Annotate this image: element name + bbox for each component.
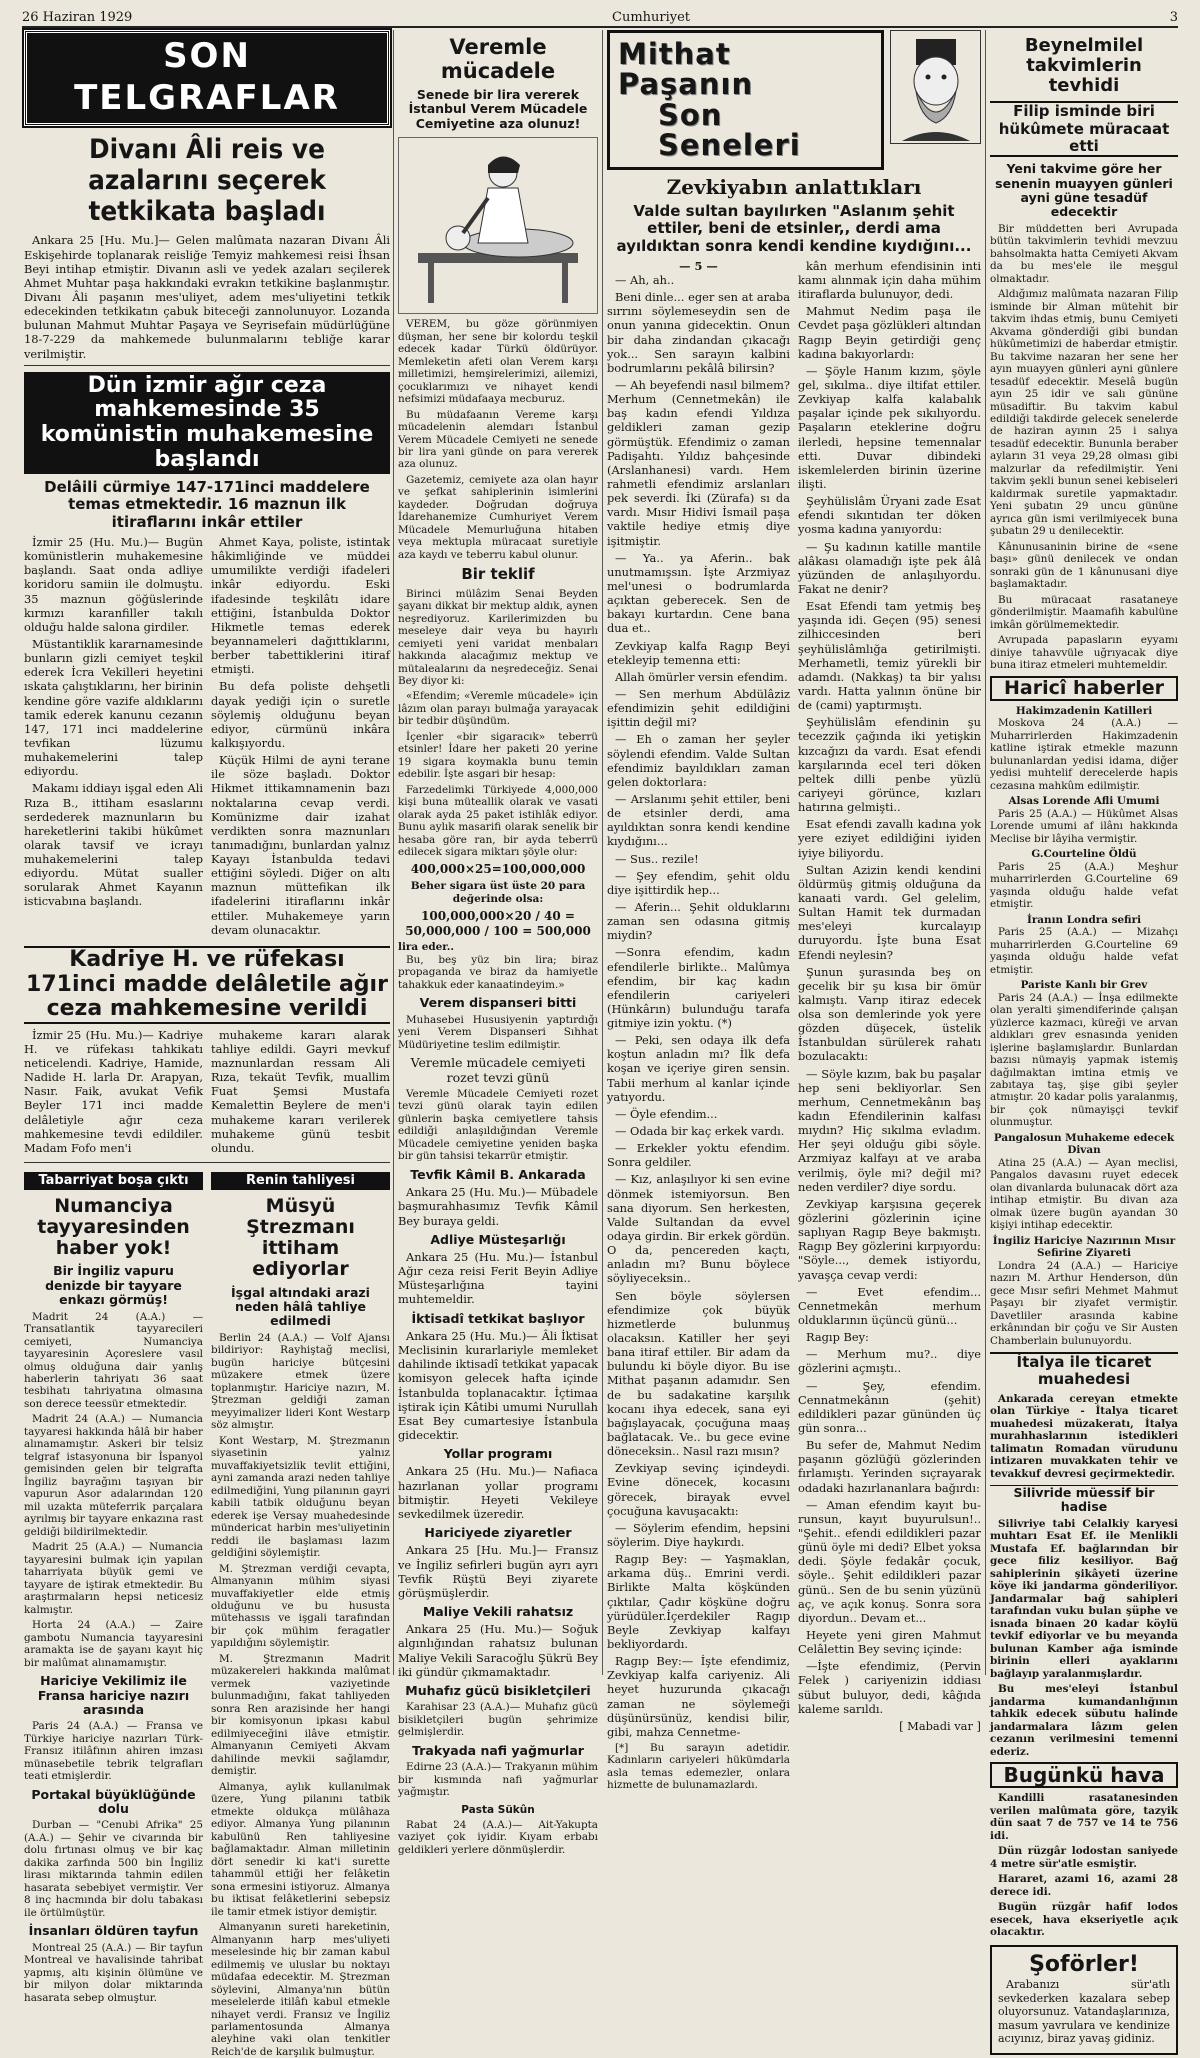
- headline-harici-haberler: Haricî haberler: [990, 676, 1178, 701]
- kicker-renin-tahliyesi: Renin tahliyesi: [211, 1172, 390, 1190]
- news-heading: Alsas Lorende Afli Umumi: [1008, 795, 1160, 808]
- news-heading: İranın Londra sefiri: [1026, 913, 1142, 926]
- serial-paragraph: — Evet efendim... Cennetmekân merhum olduklarının üçüncü günü...: [798, 1284, 981, 1328]
- news-heading: Hakimzadenin Katilleri: [1015, 704, 1153, 717]
- serial-paragraph: Ragıp Bey:: [806, 1330, 869, 1345]
- article-text: Kont Westarp, M. Ştrezmanın siyasetinin yalnız muvaffakiyetsizlik tevlit ettiğini, ayni zamanda arazi neden tahliye edilmediğini, Yung pilanının gayri kabili tatbik olduğunu beyan ederek işe Versay muahedesinde mündericat harbin mes'uliyetinin reddi ile başlaması lazım geldiğini söylemiştir.: [211, 1434, 390, 1560]
- headline-numanciya: Numanciya tayyaresinden haber yok!: [37, 1194, 190, 1260]
- serial-paragraph: — Odada bir kaç erkek vardı.: [615, 1124, 785, 1139]
- masthead-date: 26 Haziran 1929: [22, 9, 133, 25]
- article-text: Avrupada papasların eyyamı diniye tahavvüle uğrıyacak diye buna itiraz etmeleri muhtemeldir.: [990, 634, 1178, 672]
- article-text: Kânunusaninin birine de «sene başı» günü denilecek ve ondan sonraki gün de 1 kânunusani diye başlamaktadır.: [990, 540, 1178, 591]
- serial-paragraph: Heyete yeni giren Mahmut Celâlettin Bey sevinç içinde:: [798, 1627, 981, 1657]
- article-text: İçenler «bir sigaracık» teberrü etsinler! İdare her paketi 20 yerine 19 sigara koymakla bunu temin edebilir. İşte asgari bir hesap:: [398, 730, 598, 781]
- serial-paragraph: — Şey, efendim. Cennatmekânın (şehit) edildikleri pazar gününden üç gün sonra...: [798, 1378, 981, 1435]
- article-text: muhakeme kararı alarak tahliye edildi. Gayri mevkuf maznunlardan ressam Ali Rıza, tekaüt Tevfik, muallim Fuat Şemsi Mustafa Kemalettin Beylere de men'i muhakeme kararı verilerek muhakeme günü tesbit olundu.: [211, 1027, 390, 1155]
- soforler-box: [990, 1945, 1178, 2055]
- formula: 100,000,000×20 / 40 = 50,000,000 / 100 = 500,000: [405, 908, 591, 938]
- column-mithat-pasa: [607, 30, 981, 1792]
- article-text: Makamı iddiayı işgal eden Ali Rıza B., ittiham esaslarını serdederek maznunların bu hareketlerini takibi hükûmet olarak tavsif ve icrayı muhakemelerini talep ediyordu. Mütat sualler sorularak Ahmet Kayanın isticvabına başlandı.: [24, 781, 203, 909]
- two-column-block: [24, 1028, 390, 1158]
- article-text: Müstantiklik kararnamesinde bunların gizli cemiyet teşkil ederek İcra Vekilleri heyetini ıskata çalıştıklarını, her birinin kendine göre vazife aldıklarını tamik ederek kanunu cezanın 147, 171 inci maddelerine tevfikan lüzumu muhakemelerini talep ediyordu.: [24, 636, 203, 779]
- serial-paragraph: — Şu kadının katille mantile alâkası olamadığı işte pek âlâ yüzünden de anlaşılıyordu. Fakat ne denir?: [798, 539, 981, 596]
- feature-title: [607, 30, 884, 170]
- serial-text-columns: [607, 259, 981, 1795]
- weather-text: Hararet, azami 16, azami 28 derece idi.: [990, 1873, 1178, 1898]
- news-heading: Pangalosun Muhakeme edecek Divan: [993, 1131, 1175, 1157]
- column-takvim: [990, 30, 1178, 2046]
- article-text: Almanya, aylık kullanılmak üzere, Yung pilanını tatbik etmekte oldukça mülâhaza ediyor. Almanya Yung pilanının kabulünü Ren tahliyesine bağlamaktadır. Alman milletinin dört senedir ki kat'i surette tahammül ettiği her felâketin sona ermesini istiyoruz. Almanya bu iktisat felâketlerini sebepsiz ile tamir etmek istiyor demiştir.: [211, 1780, 390, 1918]
- formula-note: Beher sigara üst üste 20 para değerinde olsa:: [410, 879, 586, 905]
- news-text: Londra 24 (A.A.) — Hariciye nazırı M. Arthur Henderson, dün gece Mısır sefiri Mehmet Mahmut Paşayı bir ziyafet vermiştir. Davetliler arasında kabine erkânından bir çoğu ve Sir Austen Chamberlain bulunuyordu.: [990, 1259, 1178, 1347]
- news-heading: İngiliz Hariciye Nazırının Mısır Sefirine Ziyareti: [992, 1234, 1176, 1260]
- article-text: VEREM, bu göze görünmiyen düşman, her sene bir kolordu teşkil edecek kadar Türkü öldürüyor. Memleketin afeti olan Verem karşı milletimizi, hemşirelerimizi, ailemizi, çocuklarımızı ve nihayet kendi nefsimizi müdafaaya mecburuz.: [398, 318, 598, 406]
- serial-paragraph: — Ah beyefendi nasıl bilmem? Merhum (Cennetmekân) ile baş kadın efendi Yıldıza geldikleri zaman gezip görmüştük. Efendimiz o zaman Padişahtı. Yıldız bahçesinde (Arslanhanesi) vardı. Hem rahmetli efendimiz arslanları pek severdi. İki (Zürafa) sı da vardı. Mısır Hidivi İsmail paşa vaktile hediye etmiş diye işitmiştir.: [607, 378, 790, 548]
- news-text: Paris 25 (A.A.) Meşhur muharrirlerden G.Courteline 69 yaşında olduğu halde vefat etmiştir.: [990, 860, 1178, 911]
- feature-header: [607, 30, 981, 170]
- kicker-tabarriyat: Tabarriyat boşa çıktı: [24, 1172, 203, 1190]
- headline-maliye: Maliye Vekili rahatsız: [422, 1603, 574, 1619]
- divider: [24, 365, 390, 366]
- article-text: Küçük Hilmi de ayni terane ile söze başladı. Doktor Hikmet ittikamnamenin bazı noktalarına cevap verdi. Komünizme dair izahat verdikten sonra maznunları tanımadığını, bunlardan yalnız Kayayı İstanbulda tedavi ettiğini söyledi. Diğer on altı maznun müttefikan ilk ifadelerini itiraflarını inkâr ettiler. Muhakemeye yarın devam olunacaktır.: [211, 753, 390, 937]
- article-text: Ankara 25 (Hu. Mu.)— Mübadele başmurahhasımız Tevfik Kâmil Bey buraya geldi.: [398, 1185, 598, 1228]
- headline-bugunku-hava: Bugünkü hava: [990, 1762, 1178, 1788]
- weather-text: Dün rüzgâr lodostan saniyede 4 metre sür'atle esmiştir.: [990, 1845, 1178, 1870]
- serial-paragraph: Bu sefer de, Mahmut Nedim paşanın gözlüğü gözlerinden fırlamıştı. Yerinden sıçrayarak odadaki hazırlananlara bağırdı:: [798, 1438, 981, 1495]
- serial-paragraph: Allah ömürler versin efendim.: [615, 669, 788, 684]
- feature-title-line: Mithat Paşanın: [618, 37, 754, 102]
- serial-paragraph: Şeyhülislâm Üryani zade Esat efendi sıkıntıdan ter döken yosma kadına yanıyordu:: [798, 494, 981, 537]
- serial-paragraph: Sen böyle söylersen efendimize çok büyük hizmetlerde bulunmuş olacaksın. Katiller her şeyi bana itiraf ettiler. Bir adam da bulundu ki böyle diyor. Bu ise Mithat paşanın adamıdır. Sen de bu sadakatine karşılık kocanı ihya edecek, sana eyi bağışlayacak, çocuğuna maaş bağlatacak. Ve.. bu gece evine döneceksin.. Nasıl razı mısın?: [607, 1288, 790, 1459]
- serial-paragraph: Zevkiyap sevinç içindeydi. Evine dönecek, kocasını görecek, birayak evvel çocuğuna kavuşacaktı:: [607, 1461, 790, 1518]
- article-text: Birinci mülâzim Senai Beyden şayanı dikkat bir mektup aldık, aynen neşrediyoruz. Karilerimizden bu meseleye dair veya bu hayırlı cemiyeti yeni varidat menbaları hakkında alacağımız mektup ve mütalealarını da neşredeceğiz. Senai Bey diyor ki:: [398, 587, 598, 687]
- serial-paragraph: Mahmut Nedim paşa ile Cevdet paşa gözlükleri altından Ragıp Beyin getirdiği genç kadına bakıyorlardı:: [798, 304, 981, 361]
- headline-divani-ali: Divanı Âli reis ve azalarını seçerek tetkikata başladı: [88, 134, 326, 228]
- article-text: Bu müdafaanın Vereme karşı mücadelenin alemdarı İstanbul Verem Mücadele Cemiyeti ne senede bir lira yani günde on para vererek aza olunuz.: [398, 408, 598, 471]
- nurse-patient-icon: [408, 143, 588, 308]
- article-text: Bu defa poliste dehşetli dayak yediği için o suretle söylemiş olduğunu beyan ediyor, cürmünü inkâra kalkışıyordu.: [211, 679, 390, 750]
- article-text: Bu, beş yüz bin lira; biraz propaganda ve biraz da hamiyetle tahakkuk eder kanaatindeyim.»: [398, 953, 598, 991]
- serial-paragraph: — Merhum mu?.. diye gözlerini açmıştı..: [798, 1347, 981, 1376]
- serial-paragraph: Şeyhülislâm efendinin şu tecezzik çağında iki yetişkin kızcağızı da vardı. Esat efendi karşılarında ecel teri döken peltek dilli penbe yüzlü cariyeyi görünce, kızları hatırına gelmişti..: [798, 715, 981, 815]
- two-column-block: [24, 1167, 390, 2058]
- article-text: Almanyanın sureti hareketinin, Almanyanın harp mes'uliyeti meselesinde hiç bir zaman kabul edilmemiş ve uluslar bu noktayı müdafaa edecektir. M. Ştrezman söylevini, Almanya'nın bütün meselelerde itilâfı kabul etmekle nihayet verdi. Fransız ve İngiliz parlamentosunda Almanya aleyhine vaki olan tenkitler Reich'de de karşılık bulmuştur.: [211, 1921, 390, 2058]
- formula-result: lira eder..: [398, 941, 454, 954]
- serial-number: — 5 —: [679, 258, 718, 273]
- weather-text: Bugün rüzgâr hafif lodos esecek, hava ekseriyetle açık olacaktır.: [990, 1901, 1178, 1939]
- article-text: Ankara 25 [Hu. Mu.]— Gelen malûmata nazaran Divanı Âli Eskişehirde toplanarak reisliğe Temyiz mahkemesi reisi İhsan Beyi intihap etmiştir. Divanın asli ve yedek azaları seçilerek Ahmet Muhtar paşa hakkındaki evrakın tetkikine başlanmıştır. Divanı Âli paşanın mes'uliyet, adem mes'uliyetini tetkik edecekinden tetkikatın çabuk biteceği zannolunuyor. Lozanda bulunan Mahmut Muhtar Paşaya ve Seyrisefain müdürlüğüne 18-7-229 da mahkemede bulunmalarını tebliğe karar verilmiştir.: [24, 233, 390, 361]
- masthead: [22, 8, 1178, 28]
- article-text: Bu müracaat rasataneye gönderilmiştir. Maamafih kabulüne imkân görülmemektedir.: [990, 593, 1178, 631]
- subheadline-numanciya: Bir İngiliz vapuru denizde bir tayyare enkazı görmüş!: [45, 1263, 182, 1308]
- headline-takvim: Beynelmilel takvimlerin tevhidi: [1024, 35, 1144, 97]
- article-text: Ankara 25 (Hu. Mu.)— Soğuk algınlığından rahatsız bulunan Maliye Vekili Saracoğlu Şükrü Bey iki gündür çıkmamaktadır.: [398, 1622, 598, 1679]
- article-text: «Efendim; «Veremle mücadele» için lâzım olan parayı bulmağa yarayacak bir tedbir düşündüm.: [398, 690, 598, 728]
- subheadline-valde-sultan: Valde sultan bayılırken "Aslanım şehit ettiler, beni de etsinler,, derdi ama ayıldıktan sonra kendi kendine kıydığını...: [616, 202, 972, 255]
- headline-dispanser: Verem dispanseri bitti: [419, 995, 577, 1011]
- article-text: Durban — "Cenubi Afrika" 25 (A.A.) — Şehir ve civarında bir dolu fırtınası olmuş ve bir kaç dakika zarfında 500 bin İngiliz lirası miktarında tahmin edilen hasarata sebebiyet vermiştir. Ver 8 inç hacmında bir dolu tabakası ile örtülmüştür.: [24, 1819, 203, 1919]
- headline-strezman: Müsyü Ştrezmanı ittiham ediyorlar: [246, 1194, 355, 1281]
- article-text: M. Ştrezman verdiği cevapta, Almanyanın mühim siyasi muvaffakiyetler elde etmiş olduğunu ve bu hususta mütehassıs ve işgali tarafından bir çok mühim feragatler yapıldığını söylemiştir.: [211, 1562, 390, 1650]
- headline-portakal-dolu: Portakal büyüklüğünde dolu: [31, 1786, 196, 1817]
- headline-rozet: Veremle mücadele cemiyeti rozet tevzi günü: [410, 1055, 586, 1085]
- news-heading: Pariste Kanlı bir Grev: [1020, 979, 1148, 992]
- article-text: Gazetemiz, cemiyete aza olan hayır ve şefkat sahiplerinin isimlerini kaydeder. Doğrudan doğruya İdarehanemize Cumhuriyet Verem Mücadele Memurluğuna hitaben veya mektupla müracaat suretiyle aza kaydı ve teberru kabul olunur.: [398, 473, 598, 561]
- serial-paragraph: — Söylerim efendim, hepsini söylerim. Diye haykırdı.: [607, 1520, 790, 1549]
- headline-yollar: Yollar programı: [443, 1446, 553, 1462]
- headline-hariciye-ziyaret: Hariciyede ziyaretler: [424, 1525, 572, 1541]
- column-rule: [985, 30, 986, 1675]
- article-text: Ankara 25 [Hu. Mu.]— Fransız ve İngiliz sefirleri bugün ayrı ayrı Tevfik Rüştü Beyi ziyarete görüşmüşlerdir.: [398, 1543, 598, 1600]
- column-veremle-mucadele: [398, 30, 598, 1856]
- serial-paragraph: Beni dinle... eger sen at araba sırrını söylemeseydin sen de onun yanına gidecektin. Onun bir daha zindandan çıkacağı yok... Sen sarayın kalbini bodrumlarını pekâlâ bilirsin?: [607, 290, 790, 375]
- article-text: Ankara 25 (Hu. Mu.)— Nafiaca hazırlanan yollar programı bitmiştir. Heyeti Vekileye sevkedilmek üzeredir.: [398, 1464, 598, 1521]
- serial-paragraph: Ragıp Bey:— İşte efendimiz, Zevkiyap kalfa cariyeniz. Ali heyet huzurunda çıkacağı zaman ne söylemeği düşünürsünüz, kendisi bilir, gibi, mahza Cennetme-: [607, 1654, 790, 1739]
- serial-paragraph: — Eh o zaman her şeyler söylendi efendim. Valde Sultan efendimiz bayıldıkları zaman gelen doktorlara:: [607, 732, 790, 789]
- serial-paragraph: — Şöyle Hanım kızım, şöyle gel, sıkılma.. diye iltifat ettiler. Zevkiyap kalfa kalabalık paşalar içinde pek sıkılıyordu. Paşaların eteklerine doğru ilerledi, hepsine temennalar etti. Duvar dibindeki iskemlelerden birinin üzerine ilişti.: [798, 363, 981, 491]
- two-column-block: [24, 535, 390, 940]
- headline-hariciye: Hariciye Vekilimiz ile Fransa hariciye nazırı arasında: [37, 1673, 190, 1717]
- nurse-illustration: [398, 137, 598, 314]
- article-text: Bu mes'eleyi İstanbul jandarma kumandanlığının tahkik edecek sübutu halinde jandarmalara lâzım gelen cezanın verilmesini temenni ederiz.: [990, 1683, 1178, 1758]
- headline-veremle: Veremle mücadele: [440, 35, 556, 83]
- headline-adliye: Adliye Müsteşarlığı: [430, 1231, 566, 1247]
- feature-title-line: Son Seneleri: [658, 97, 801, 163]
- article-text: Muhasebei Hususiyenin yaptırdığı yeni Verem Dispanseri Sıhhat Müdüriyetine teslim edilmiştir.: [398, 1013, 598, 1051]
- subheadline-strezman: İşgal altındaki arazi neden hâlâ tahliye edilmedi: [231, 1284, 370, 1329]
- news-text: Paris 25 (A.A.) — Hükûmet Alsas Lorende umumi af ilânı hakkında Meclise bir lâyiha vermiştir.: [990, 807, 1178, 845]
- masthead-page-number: 3: [1169, 9, 1178, 25]
- news-heading: G.Courteline Öldü: [1031, 848, 1137, 861]
- serial-paragraph: — Ah, ah..: [615, 273, 675, 288]
- serial-paragraph: Esat efendi zavallı kadına yok yere eziyet edildiğini iyiden iyiye biliyordu.: [798, 817, 981, 860]
- article-text: Madrit 24 (A.A.) — Numancia tayyaresi hakkında hâlâ bir haber alınamamıştır. Askeri bir telsiz telgraf istasyonuna bir İspanyol gemisinden gelen bir telgrafta İngiliz bayrağını taşıyan bir vapurun Asor adalarından 120 mil uzakta müteferrik parçalara ayrılmış bir tayyare enkazına rast geldiği bildirilmektedir.: [24, 1413, 203, 1538]
- headline-pasta-sukun: Pasta Sükûn: [461, 1803, 535, 1816]
- article-text: Horta 24 (A.A.) — Zaire gambotu Numancia tayyaresini aramakta ise de şayanı kayıt hiç bir malûmat alınamamıştır.: [24, 1619, 203, 1669]
- serial-paragraph: — Sus.. rezile!: [615, 851, 699, 866]
- article-text: Rabat 24 (A.A.)— Ait-Yakupta vaziyet çok iyidir. Kıyam erbabı geldikleri yerlere dönmüşlerdir.: [398, 1818, 598, 1856]
- article-text: Aldığımız malûmata nazaran Filip isminde bir Alman mütehit bir takvim ihdas etmiş, bunu Cemiyeti Akvama gönderdiği gibi bundan hükûmetimizi de haberdar etmiştir. Bu takvime nazaran her sene her ayın muayyen günleri ayni günlere tesadüf edecektir. Meselâ bugün ayın 25 idir ve salı gününe müsadiftir. Bu takvim kabul edildiği takdirde gelecek senelerde de haziran ayının 25 i salıya tesadüf edecektir. Bununla beraber ayların 31 veya 29,28 olması gibi malzurlar da refedilmiştir. Yeni takvim şekli bunun senei kebiseleri kaldırmak suretile yapmaktadır. Yeni şubatın 29 uncu gününe ayrıca gün ismi verilmiyecek buna şubatın 29 u denilecektir.: [990, 288, 1178, 538]
- news-text: Paris 24 (A.A.) — İnşa edilmekte olan yeralti şimendiferinde çalışan yüzlerce kazmacı, küreği ve arvan aldıkları grev esnasında yeniden işlerine başlamışlardır. Bunlardan bazısı nümayiş yapmak istemiş dağılmaktan imtina etmiş ve zabıtaya taş, şişe gibi şeyler atmıştır. 20 kadar polis yaralanmış, bir çok nümayişçi tevkif olunmuştur.: [990, 991, 1178, 1129]
- news-text: Moskova 24 (A.A.) — Muharrirlerden Hakimzadenin katline iştirak etmekle mazunn bulunanlardan yedisi idama, diğer yedisi muhtelif derecelerde hapis cezasına mahkûm edilmiştir.: [990, 717, 1178, 792]
- portrait-icon: [892, 33, 980, 141]
- article-text: Ankarada cereyan etmekte olan Türkiye - İtalya ticaret muahedesi müzakeratı, İtalya murahhaslarının istedikleri talimatın Romadan vürudunu intizaren muvakkaten tehir ve tevakkuf devresi geçirmektedir.: [990, 1392, 1178, 1480]
- article-text: Bir müddetten beri Avrupada bütün takvimlerin tevhidi mevzuu bahsolmakta hatta Cemiyeti Akvam da bu mes'ele ile meşgul olmaktadır.: [990, 222, 1178, 285]
- continued-note: [ Mabadi var ]: [899, 1718, 981, 1733]
- serial-paragraph: — Kız, anlaşılıyor ki sen evine dönmek istemiyorsun. Ben sana diyorum. Sen herkesten, Valde Sultandan da evvel odaya girdin. Bir erkek gördün. O da, pencereden kaçtı, anladın mı? Bunu böylece söyliyeceksin..: [607, 1172, 790, 1286]
- headline-izmir-komunist: Dün izmir ağır ceza mahkemesinde 35 komünistin muhakemesine başlandı: [24, 372, 390, 475]
- serial-paragraph: Zevkiyap karşısına geçerek gözlerini gözlerinin içine saplıyan Ragıp Beye bakmıştı. Ragıp Bey gözlerini kırpıyordu: "Söyle..., demek istiyordu, yavaşça cevap verdi:: [798, 1196, 981, 1282]
- article-text: Madrit 24 (A.A.) — Transatlantik tayyarecileri cemiyeti, Numanciya tayyaresinin Açoreslere vasıl olmuş olduğuna dair yanlış haberlerin tahriyatı 36 saat tesbihatı tahriyatına olmasına son derece teessür etmektedir.: [24, 1310, 203, 1410]
- formula: 400,000×25=100,000,000: [410, 861, 586, 876]
- serial-paragraph: — Söyle kızım, bak bu paşalar hep seni bekliyorlar. Sen merhum, Cennetmekânın baş kadın Efendilerinin kalfası mıydın? Hiç sıkılma evladım. Her şeyi olduğu gibi söyle. Arzmiyaz kalfayı at ve araba verilmiş, öyle mi? değil mi? neden verdiler? diye sordu.: [798, 1066, 981, 1194]
- headline-italya: İtalya ile ticaret muahedesi: [990, 1352, 1178, 1389]
- headline-bisiklet: Muhafız gücü bisikletçileri: [405, 1682, 591, 1698]
- article-text: Berlin 24 (A.A.) — Volf Ajansı bildiriyor: Rayhiştağ meclisi, bugün hariciye bütçesini müzakere etmek üzere toplanmıştır. Hariciye nazırı, M. Ştrezman geldiği zaman meyyimalizer lideri Kont Westarp söz almıştır.: [211, 1331, 390, 1432]
- headline-tayfun: İnsanları öldüren tayfun: [28, 1923, 199, 1939]
- serial-paragraph: — Ya.. ya Aferin.. bak unutmamışsın. İşte Arzmiyaz mel'unesi o bodrumlarda açıktan geberecek. Sen de bakayı kurtardın. Cene bana dua et..: [607, 550, 790, 636]
- article-text: Paris 24 (A.A.) — Fransa ve Türkiye hariciye nazırları Türk-Fransız itilâfının ahiren imzası münasebetile tebrik telgrafları teati etmişlerdir.: [24, 1720, 203, 1783]
- section-banner: SON TELGRAFLAR: [24, 30, 390, 126]
- weather-text: Kandilli rasatanesinden verilen malûmata göre, tazyik dün saat 7 de 757 ve 14 te 756 idi.: [990, 1792, 1178, 1842]
- serial-paragraph: Sultan Azizin kendi kendini öldürmüş gitmiş olduğuna da kanaati vardı. Gel gelelim, Sultan Hamit tek durmadan mes'eleyi kurcalayıp duruyordu. İşte buna Esat Efendi neylesin?: [798, 862, 981, 962]
- article-text: Silivriye tabi Celalkiy karyesi muhtarı Esat Ef. ile Menlikli Mustafa Ef. bağlarından bir gece filiz kesiliyor. Bağ sahiplerinin şikâyeti üzerine köye iki jandarma gönderiliyor. Jandarmalar bağ sahipleri tarafından vuku bulan şüphe ve isnada binaen 20 kadar köylü tevkif ediyorlar ve bu meyanda bulunan Kamber ağa isminde birinin elleri ayaklarını bağlayıp yaralanmışlardır.: [990, 1517, 1178, 1680]
- article-text: Madrit 25 (A.A.) — Numancia tayyaresini bulmak için yapılan taharriyata büyük gemi ve tayyare de iştirak etmektedir. Bu araştırmaların hepsi neticesiz kalmıştır.: [24, 1541, 203, 1616]
- headline-bir-teklif: Bir teklif: [461, 565, 535, 584]
- article-text: Karahisar 23 (A.A.)— Muhafız gücü bisikletçileri bugün şehrimize gelmişlerdir.: [398, 1701, 598, 1739]
- article-text: Farzedelimki Türkiyede 4,000,000 kişi buna müteallik olarak ve vasati olarak ayda 25 paket istihlâk ediyor. Bunu aylık masarifi olarak senelik bir hesaba göre ran, bir ayda teberrü edilecek sigara miktarı şöyle olur:: [398, 783, 598, 859]
- article-text: Ahmet Kaya, poliste, istintak hâkimliğinde ve müddei umumilikte verdiği ifadeleri inkâr ediyordu. Eski ifadesinde teşkilâtı idare ettiğini, İstanbulda Doktor Hikmetle temas ederek beyannameleri dağıttıklarını, berber tabettiklerini itiraf etmişti.: [211, 534, 390, 677]
- serial-paragraph: Şunun şurasında beş on gecelik bir şu kısa bir ömür kalmıştı. Varıp itiraz edecek olsa son demlerinde yok yere gözden düşecek, üstelik İstanbuldan sürülerek rahatı bozulacaktı:: [798, 964, 981, 1064]
- article-text: M. Ştrezmanın Madrit müzakereleri hakkında malûmat vermek vaziyetinde bulunmadığını, fakat tahliyeden sonra Ren arazisinde her hangi bir komisyonun ipkası kabul edilmiyeceğini ilâve etmiştir. Almanyanın Cemiyeti Akvam dahilinde mevkii sağlamdır, demiştir.: [211, 1652, 390, 1778]
- headline-soforler: Şoförler!: [1029, 1951, 1139, 1977]
- headline-trakya: Trakyada nafi yağmurlar: [412, 1742, 584, 1758]
- masthead-paper-name: Cumhuriyet: [612, 9, 691, 25]
- serial-paragraph: Zevkiyap kalfa Ragıp Beyi etekleyip temenna etti:: [607, 638, 790, 667]
- serial-paragraph: —İşte efendimiz, (Pervin Felek ) cariyenizin iddiası sübut buluyor, dedi, kâğıda kaleme sarıldı.: [798, 1659, 981, 1716]
- serial-paragraph: — Arslanımı şehit ettiler, beni de etsinler derdi, ama ayıldıktan sonra kendi kendine kıydığını...: [607, 791, 790, 849]
- serial-paragraph: — Peki, sen odaya ilk defa koştun anladın mı? İlk defa koşan ve içeriye giren sensin. Tabii merhum al kanlar içinde yatıyordu.: [607, 1033, 790, 1104]
- serial-paragraph: — Aman efendim kayıt bu-runsun, kayıt buyurulsun!.. "Şehit.. efendi edildikleri pazar günü öyle mi dedi? Elbet yoksa dedi. Şöyle fedakâr çocuk, söyle.. Şehit edildikleri pazar günü.. Sen de bu senin yüzünü aç, ve açık konuş. Sonra sora diyordun.. Devam et...: [798, 1497, 981, 1625]
- serial-paragraph: Ragıp Bey: — Yaşmaklan, arkama düş.. Emrini verdi. Birlikte Malta köşkünden çıktılar, Çadır köşküne doğru yürüdüler.İçerdekiler Ragıp Beyle Zevkiyap kalfayı bekliyordardı.: [607, 1552, 790, 1651]
- column-rule: [393, 30, 394, 1675]
- divider: [24, 1162, 390, 1163]
- article-text: Ankara 25 (Hu. Mu.)— İstanbul Ağır ceza reisi Ferit Beyin Adliye Müsteşarlığına tayini muhtemeldir.: [398, 1250, 598, 1307]
- subheadline-izmir: Delâili cürmiye 147-171inci maddelere temas etmektedir. 16 maznun ilk itiraflarını inkâr ettiler: [44, 478, 370, 531]
- article-text: Arabanızı sür'atlı sevkederken kazalara sebep oluyorsunuz. Vatandaşlarınıza, masum yavrulara ve kendinize acıyınız, biraz yavaş gidiniz.: [998, 1977, 1170, 2046]
- news-text: Atina 25 (A.A.) — Ayan meclisi, Pangalos davasını ruyet edecek olan divanlarda bulunacak dört aza intihap etmiştir. Bu divan aza olmak üzere bugün ayandan 30 kişiyi intihap edecektir.: [990, 1156, 1178, 1232]
- headline-kadriye: Kadriye H. ve rüfekası 171inci madde delâletile ağır ceza mahkemesine verildi: [24, 946, 390, 1024]
- article-text: Veremle Mücadele Cemiyeti rozet tevzi günü olarak tayin edilen günlerin başka cemiyetlere tahsis edildiği anlaşıldığından Veremle Mücadele cemiyetine yeniden başka bir gün tahsisi tekarrür etmiştir.: [398, 1087, 598, 1163]
- serial-paragraph: — Sen merhum Abdülâziz efendimizin şehit edildiğini işittin değil mi?: [607, 686, 790, 730]
- serial-paragraph: — Aferin... Şehit olduklarını zaman sen odasına gitmiş miydin?: [607, 899, 790, 943]
- article-text: Edirne 23 (A.A.)— Trakyanın mühim bir kısmında nafi yağmurlar yağmıştır.: [398, 1761, 598, 1799]
- article-text: Ankara 25 (Hu. Mu.)— Âli İktisat Meclisinin kurarlariyle memleket dahilinde iktisadî tetkikat yapacak komisyon gelecek hafta içinde İstanbulda toplanacaktır. İçtimaa iştirak için Kâtibi umumi Nurullah Esat Bey cumartesiye İstanbula gidecektir.: [398, 1328, 598, 1442]
- news-text: Paris 25 (A.A.) — Mizahçı muharrirlerden G.Courteline 69 yaşında olduğu halde vefat etmiştir.: [990, 926, 1178, 976]
- article-text: Montreal 25 (A.A.) — Bir tayfun Montreal ve havalisinde tahribat yapmış, altı kişinin ölümüne ve bir milyon dolar miktarında hasarata sebep olmuştur.: [24, 1941, 203, 2004]
- serial-paragraph: — Öyle efendim...: [615, 1106, 718, 1121]
- footnote: [*] Bu sarayın adetidir. Kadınların cariyeleri hükümdarla asla temas edemezler, onlara hizmette de bulunamazlardı.: [607, 1741, 790, 1792]
- subheadline-filip: Filip isminde biri hükûmete müracaat etti: [990, 101, 1178, 157]
- serial-paragraph: —Sonra efendim, kadın efendilerle birlikte.. Malûmya efendim, bir kaç kadın efendilerin cariyeleri (Hünkârın) bulunduğu tarafa gitmiye izin yoktu. (*): [607, 945, 790, 1031]
- column-son-telgraflar: [24, 30, 390, 2058]
- subheadline-yeni-takvim: Yeni takvime göre her senenin muayyen günleri ayni güne tesadüf edecektir: [995, 161, 1173, 220]
- serial-paragraph: — Şey efendim, şehit oldu diye işittirdik hep...: [607, 868, 790, 897]
- article-text: İzmir 25 (Hu. Mu.)— Bugün komünistlerin muhakemesine başlandı. Saat onda adliye koridoru samiin ile dolmuştu. 35 maznun göğüslerinde kırmızı karanfiller takılı olduğu halde salona girdiler.: [24, 534, 203, 634]
- portrait-illustration: [890, 30, 981, 144]
- serial-paragraph: kân merhum efendisinin inti kamı alınmak için daha mühim itiraflarda bulunuyor, dedi.: [798, 258, 981, 302]
- article-text: İzmir 25 (Hu. Mu.)— Kadriye H. ve rüfekası tahkikatı neticelendi. Kadriye, Hamide, Nadide H. larla Dr. Arapyan, Nasır. Faik, avukat Vefik Beyler 171 inci madde delâletiyle ağır ceza mahkemesine tevdi edildiler. Madam Fofo men'i: [24, 1027, 203, 1155]
- headline-iktisadi: İktisadî tetkikat başlıyor: [411, 1310, 585, 1326]
- headline-silivri: Silivride müessif bir hadise: [990, 1485, 1178, 1515]
- serial-column-right: [798, 259, 981, 1795]
- headline-zevkiyab: Zevkiyabın anlattıkları: [666, 174, 922, 199]
- headline-tevfik-kamil: Tevfik Kâmil B. Ankarada: [410, 1166, 586, 1182]
- serial-column-left: [607, 259, 790, 1795]
- subheadline-veremle: Senede bir lira vererek İstanbul Verem Mücadele Cemiyetine aza olunuz!: [408, 87, 588, 131]
- serial-paragraph: Esat Efendi tam yetmiş beş yaşında idi. Geçen (95) senesi zilhiccesinden beri şeyhülislâmlığa getirilmişti. Merhametli, temiz yürekli bir adamdı. (Nakkaş) ta bir yalısı vardı. Hatta yalının önüne bir de (cami) yaptırmıştı.: [798, 599, 981, 713]
- serial-paragraph: — Erkekler yoktu efendim. Sonra geldiler.: [607, 1141, 790, 1170]
- column-rule: [602, 30, 603, 1675]
